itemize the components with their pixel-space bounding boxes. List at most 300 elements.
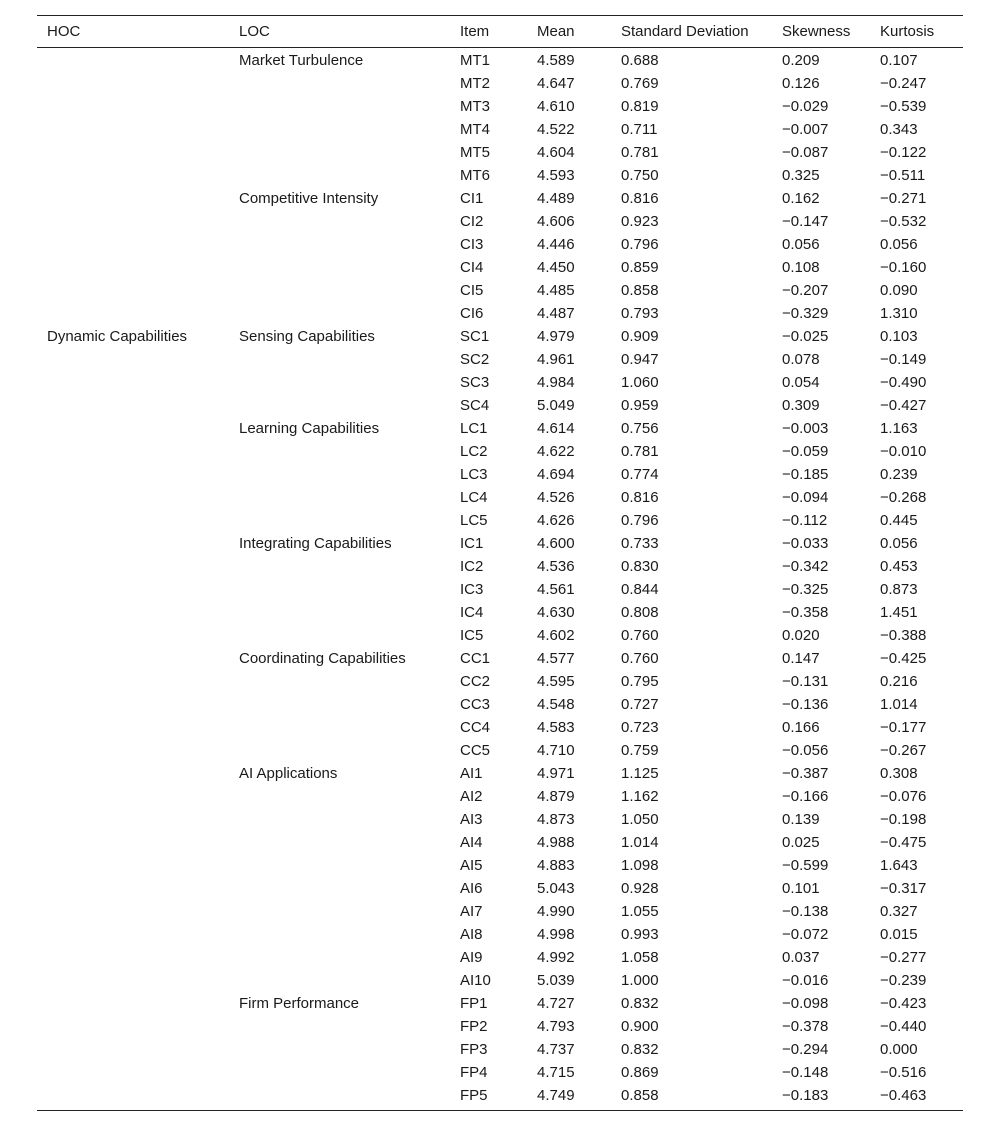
table-row xyxy=(37,785,963,808)
standard-deviation-cell: 0.760 xyxy=(621,627,659,644)
mean-cell: 4.710 xyxy=(537,742,575,759)
loc-cell xyxy=(229,877,450,900)
hoc-cell xyxy=(37,210,229,233)
item-cell: LC1 xyxy=(460,420,488,437)
standard-deviation-cell: 1.098 xyxy=(621,857,659,874)
kurtosis-cell: 0.103 xyxy=(880,328,918,345)
header-item: Item xyxy=(460,23,490,40)
skewness-cell: −0.342 xyxy=(782,558,829,575)
skewness-cell: −0.094 xyxy=(782,489,829,506)
skewness-cell: −0.033 xyxy=(782,535,829,552)
standard-deviation-cell: 0.900 xyxy=(621,1018,659,1035)
standard-deviation-cell: 0.781 xyxy=(621,443,659,460)
item-cell: CC3 xyxy=(460,696,491,713)
kurtosis-cell: 0.453 xyxy=(880,558,918,575)
mean-cell: 4.630 xyxy=(537,604,575,621)
item-cell: FP4 xyxy=(460,1064,488,1081)
kurtosis-cell: −0.076 xyxy=(880,788,927,805)
mean-cell: 4.522 xyxy=(537,121,575,138)
mean-cell: 4.604 xyxy=(537,144,575,161)
skewness-cell: −0.007 xyxy=(782,121,829,138)
mean-cell: 4.561 xyxy=(537,581,575,598)
mean-cell: 4.595 xyxy=(537,673,575,690)
table-row xyxy=(37,417,963,440)
item-cell: AI1 xyxy=(460,765,483,782)
skewness-cell: 0.325 xyxy=(782,167,820,184)
loc-cell xyxy=(229,808,450,831)
loc-cell xyxy=(229,440,450,463)
header-skewness: Skewness xyxy=(782,23,851,40)
mean-cell: 4.998 xyxy=(537,926,575,943)
skewness-cell: 0.166 xyxy=(782,719,820,736)
kurtosis-cell: −0.160 xyxy=(880,259,927,276)
mean-cell: 4.622 xyxy=(537,443,575,460)
standard-deviation-cell: 0.858 xyxy=(611,1084,772,1111)
standard-deviation-cell: 0.795 xyxy=(621,673,659,690)
standard-deviation-cell: 0.756 xyxy=(621,420,659,437)
hoc-cell xyxy=(37,118,229,141)
loc-cell xyxy=(229,578,450,601)
table-body xyxy=(37,48,963,1111)
hoc-cell xyxy=(37,302,229,325)
mean-cell: 5.043 xyxy=(537,880,575,897)
item-cell: AI9 xyxy=(460,949,483,966)
kurtosis-cell: 1.310 xyxy=(880,305,918,322)
standard-deviation-cell: 0.759 xyxy=(621,742,659,759)
table-row xyxy=(37,164,963,187)
item-cell: LC2 xyxy=(460,443,488,460)
table-row xyxy=(37,440,963,463)
standard-deviation-cell: 0.774 xyxy=(621,466,659,483)
loc-cell: AI Applications xyxy=(239,765,338,782)
loc-cell xyxy=(229,601,450,624)
kurtosis-cell: −0.239 xyxy=(880,972,927,989)
item-cell: FP2 xyxy=(460,1018,488,1035)
skewness-cell: −0.072 xyxy=(782,926,829,943)
standard-deviation-cell: 0.760 xyxy=(621,650,659,667)
mean-cell: 4.883 xyxy=(537,857,575,874)
hoc-cell xyxy=(37,762,229,785)
standard-deviation-cell: 0.816 xyxy=(621,489,659,506)
hoc-cell xyxy=(37,394,229,417)
item-cell: MT5 xyxy=(460,144,490,161)
mean-cell: 4.879 xyxy=(537,788,575,805)
table-row xyxy=(37,532,963,555)
header-row xyxy=(37,16,963,48)
item-cell: CI2 xyxy=(460,213,484,230)
table-row xyxy=(37,394,963,417)
kurtosis-cell: −0.177 xyxy=(880,719,927,736)
skewness-cell: 0.078 xyxy=(782,351,820,368)
table-header xyxy=(37,16,963,48)
item-cell: SC3 xyxy=(460,374,490,391)
table-row xyxy=(37,348,963,371)
kurtosis-cell: 0.873 xyxy=(880,581,918,598)
loc-cell xyxy=(229,831,450,854)
item-cell: AI10 xyxy=(460,972,491,989)
hoc-cell xyxy=(37,509,229,532)
loc-cell xyxy=(229,946,450,969)
loc-cell xyxy=(229,716,450,739)
hoc-cell xyxy=(37,141,229,164)
mean-cell: 4.485 xyxy=(537,282,575,299)
hoc-cell xyxy=(37,969,229,992)
table-row xyxy=(37,256,963,279)
hoc-cell xyxy=(37,693,229,716)
loc-cell xyxy=(229,118,450,141)
standard-deviation-cell: 0.808 xyxy=(621,604,659,621)
hoc-cell xyxy=(37,923,229,946)
skewness-cell: 0.108 xyxy=(782,259,820,276)
item-cell: LC3 xyxy=(460,466,488,483)
kurtosis-cell: 0.107 xyxy=(880,52,918,69)
kurtosis-cell: −0.423 xyxy=(880,995,927,1012)
hoc-cell xyxy=(37,992,229,1015)
mean-cell: 4.450 xyxy=(537,259,575,276)
standard-deviation-cell: 0.993 xyxy=(621,926,659,943)
standard-deviation-cell: 1.050 xyxy=(621,811,659,828)
table-row xyxy=(37,992,963,1015)
item-cell: IC4 xyxy=(460,604,484,621)
kurtosis-cell: 0.343 xyxy=(880,121,918,138)
mean-cell: 4.583 xyxy=(537,719,575,736)
standard-deviation-cell: 1.060 xyxy=(621,374,659,391)
skewness-cell: 0.056 xyxy=(782,236,820,253)
mean-cell: 4.446 xyxy=(537,236,575,253)
hoc-cell xyxy=(37,256,229,279)
kurtosis-cell: −0.149 xyxy=(880,351,927,368)
hoc-cell xyxy=(37,440,229,463)
loc-cell xyxy=(229,371,450,394)
kurtosis-cell: −0.010 xyxy=(880,443,927,460)
table-row xyxy=(37,578,963,601)
skewness-cell: −0.136 xyxy=(782,696,829,713)
skewness-cell: −0.294 xyxy=(782,1041,829,1058)
descriptive-statistics-table-container xyxy=(37,15,963,1111)
standard-deviation-cell: 0.793 xyxy=(621,305,659,322)
item-cell: AI3 xyxy=(460,811,483,828)
table-row xyxy=(37,601,963,624)
kurtosis-cell: −0.198 xyxy=(880,811,927,828)
table-row xyxy=(37,1038,963,1061)
mean-cell: 4.793 xyxy=(537,1018,575,1035)
table-row xyxy=(37,877,963,900)
table-row xyxy=(37,670,963,693)
standard-deviation-cell: 1.162 xyxy=(621,788,659,805)
hoc-cell xyxy=(37,348,229,371)
hoc-cell xyxy=(37,72,229,95)
skewness-cell: −0.378 xyxy=(782,1018,829,1035)
table-row xyxy=(37,831,963,854)
kurtosis-cell: 0.216 xyxy=(880,673,918,690)
hoc-cell xyxy=(37,946,229,969)
loc-cell xyxy=(229,1038,450,1061)
hoc-cell xyxy=(37,48,229,73)
table-row xyxy=(37,48,963,73)
mean-cell: 4.961 xyxy=(537,351,575,368)
hoc-cell xyxy=(37,647,229,670)
hoc-cell xyxy=(37,1084,229,1111)
item-cell: CI1 xyxy=(460,190,484,207)
skewness-cell: −0.025 xyxy=(782,328,829,345)
hoc-cell xyxy=(37,233,229,256)
table-row xyxy=(37,72,963,95)
standard-deviation-cell: 1.014 xyxy=(621,834,659,851)
item-cell: FP5 xyxy=(450,1084,527,1111)
table-row xyxy=(37,509,963,532)
standard-deviation-cell: 1.055 xyxy=(621,903,659,920)
loc-cell xyxy=(229,486,450,509)
mean-cell: 4.487 xyxy=(537,305,575,322)
item-cell: AI8 xyxy=(460,926,483,943)
standard-deviation-cell: 1.000 xyxy=(621,972,659,989)
item-cell: LC5 xyxy=(460,512,488,529)
loc-cell xyxy=(229,969,450,992)
mean-cell: 4.979 xyxy=(537,328,575,345)
hoc-cell xyxy=(37,187,229,210)
kurtosis-cell: 0.090 xyxy=(880,282,918,299)
mean-cell: 4.990 xyxy=(537,903,575,920)
table-row xyxy=(37,118,963,141)
table-row xyxy=(37,1061,963,1084)
loc-cell: Sensing Capabilities xyxy=(239,328,375,345)
skewness-cell: −0.183 xyxy=(772,1084,870,1111)
skewness-cell: 0.025 xyxy=(782,834,820,851)
standard-deviation-cell: 0.816 xyxy=(621,190,659,207)
loc-cell: Competitive Intensity xyxy=(239,190,379,207)
standard-deviation-cell: 0.923 xyxy=(621,213,659,230)
skewness-cell: 0.037 xyxy=(782,949,820,966)
loc-cell: Learning Capabilities xyxy=(239,420,380,437)
standard-deviation-cell: 0.781 xyxy=(621,144,659,161)
loc-cell: Market Turbulence xyxy=(239,52,364,69)
table-row xyxy=(37,923,963,946)
mean-cell: 4.602 xyxy=(537,627,575,644)
table-row xyxy=(37,279,963,302)
mean-cell: 4.548 xyxy=(537,696,575,713)
loc-cell xyxy=(229,256,450,279)
skewness-cell: 0.162 xyxy=(782,190,820,207)
mean-cell: 4.727 xyxy=(537,995,575,1012)
mean-cell: 4.873 xyxy=(537,811,575,828)
mean-cell: 4.589 xyxy=(537,52,575,69)
kurtosis-cell: −0.440 xyxy=(880,1018,927,1035)
hoc-cell xyxy=(37,716,229,739)
item-cell: CC4 xyxy=(460,719,491,736)
mean-cell: 4.988 xyxy=(537,834,575,851)
item-cell: AI4 xyxy=(460,834,483,851)
mean-cell: 4.610 xyxy=(537,98,575,115)
kurtosis-cell: 0.445 xyxy=(880,512,918,529)
table-row xyxy=(37,716,963,739)
standard-deviation-cell: 0.750 xyxy=(621,167,659,184)
kurtosis-cell: 1.451 xyxy=(880,604,918,621)
kurtosis-cell: −0.268 xyxy=(880,489,927,506)
skewness-cell: −0.185 xyxy=(782,466,829,483)
loc-cell xyxy=(229,555,450,578)
skewness-cell: −0.059 xyxy=(782,443,829,460)
loc-cell xyxy=(229,463,450,486)
standard-deviation-cell: 0.928 xyxy=(621,880,659,897)
hoc-cell xyxy=(37,601,229,624)
hoc-cell xyxy=(37,831,229,854)
hoc-cell xyxy=(37,877,229,900)
standard-deviation-cell: 0.869 xyxy=(621,1064,659,1081)
loc-cell xyxy=(229,302,450,325)
standard-deviation-cell: 0.859 xyxy=(621,259,659,276)
mean-cell: 4.971 xyxy=(537,765,575,782)
table-row xyxy=(37,946,963,969)
loc-cell xyxy=(229,233,450,256)
kurtosis-cell: −0.516 xyxy=(880,1064,927,1081)
mean-cell: 4.647 xyxy=(537,75,575,92)
kurtosis-cell: 1.014 xyxy=(880,696,918,713)
mean-cell: 4.984 xyxy=(537,374,575,391)
hoc-cell xyxy=(37,463,229,486)
hoc-cell: Dynamic Capabilities xyxy=(47,328,188,345)
item-cell: CC2 xyxy=(460,673,491,690)
item-cell: IC3 xyxy=(460,581,484,598)
mean-cell: 5.039 xyxy=(537,972,575,989)
hoc-cell xyxy=(37,1061,229,1084)
header-mean: Mean xyxy=(537,23,575,40)
mean-cell: 4.694 xyxy=(537,466,575,483)
loc-cell xyxy=(229,141,450,164)
table-row xyxy=(37,233,963,256)
skewness-cell: −0.147 xyxy=(782,213,829,230)
skewness-cell: −0.166 xyxy=(782,788,829,805)
mean-cell: 4.536 xyxy=(537,558,575,575)
table-row xyxy=(37,95,963,118)
item-cell: SC4 xyxy=(460,397,490,414)
skewness-cell: 0.020 xyxy=(782,627,820,644)
item-cell: CI4 xyxy=(460,259,484,276)
table-row xyxy=(37,371,963,394)
loc-cell xyxy=(229,900,450,923)
hoc-cell xyxy=(37,1015,229,1038)
kurtosis-cell: 0.239 xyxy=(880,466,918,483)
hoc-cell xyxy=(37,854,229,877)
loc-cell xyxy=(229,95,450,118)
kurtosis-cell: −0.463 xyxy=(870,1084,963,1111)
skewness-cell: 0.101 xyxy=(782,880,820,897)
standard-deviation-cell: 0.858 xyxy=(621,282,659,299)
standard-deviation-cell: 0.796 xyxy=(621,512,659,529)
kurtosis-cell: −0.425 xyxy=(880,650,927,667)
table-row xyxy=(37,647,963,670)
skewness-cell: 0.126 xyxy=(782,75,820,92)
item-cell: AI2 xyxy=(460,788,483,805)
loc-cell xyxy=(229,1061,450,1084)
hoc-cell xyxy=(37,417,229,440)
item-cell: IC5 xyxy=(460,627,484,644)
mean-cell: 4.606 xyxy=(537,213,575,230)
skewness-cell: −0.325 xyxy=(782,581,829,598)
item-cell: CC5 xyxy=(460,742,491,759)
item-cell: AI7 xyxy=(460,903,483,920)
standard-deviation-cell: 0.733 xyxy=(621,535,659,552)
item-cell: FP3 xyxy=(460,1041,488,1058)
table-row xyxy=(37,555,963,578)
standard-deviation-cell: 0.796 xyxy=(621,236,659,253)
descriptive-statistics-table xyxy=(37,15,963,1111)
skewness-cell: −0.029 xyxy=(782,98,829,115)
kurtosis-cell: 0.327 xyxy=(880,903,918,920)
header-kurtosis: Kurtosis xyxy=(880,23,935,40)
skewness-cell: −0.098 xyxy=(782,995,829,1012)
standard-deviation-cell: 0.959 xyxy=(621,397,659,414)
loc-cell xyxy=(229,509,450,532)
header-hoc: HOC xyxy=(47,23,81,40)
loc-cell xyxy=(229,394,450,417)
table-row xyxy=(37,325,963,348)
hoc-cell xyxy=(37,371,229,394)
loc-cell xyxy=(229,1084,450,1111)
standard-deviation-cell: 0.832 xyxy=(621,995,659,1012)
item-cell: SC1 xyxy=(460,328,490,345)
hoc-cell xyxy=(37,95,229,118)
kurtosis-cell: −0.427 xyxy=(880,397,927,414)
kurtosis-cell: −0.532 xyxy=(880,213,927,230)
table-row xyxy=(37,762,963,785)
skewness-cell: −0.387 xyxy=(782,765,829,782)
kurtosis-cell: −0.511 xyxy=(880,167,926,184)
skewness-cell: −0.056 xyxy=(782,742,829,759)
item-cell: IC1 xyxy=(460,535,484,552)
skewness-cell: −0.003 xyxy=(782,420,829,437)
loc-cell xyxy=(229,854,450,877)
mean-cell: 5.049 xyxy=(537,397,575,414)
standard-deviation-cell: 0.688 xyxy=(621,52,659,69)
standard-deviation-cell: 0.819 xyxy=(621,98,659,115)
kurtosis-cell: −0.271 xyxy=(880,190,927,207)
skewness-cell: 0.139 xyxy=(782,811,820,828)
table-row xyxy=(37,739,963,762)
header-loc: LOC xyxy=(239,23,270,40)
kurtosis-cell: 0.015 xyxy=(880,926,918,943)
hoc-cell xyxy=(37,624,229,647)
standard-deviation-cell: 0.711 xyxy=(621,121,658,138)
item-cell: MT4 xyxy=(460,121,490,138)
hoc-cell xyxy=(37,279,229,302)
hoc-cell xyxy=(37,1038,229,1061)
skewness-cell: 0.054 xyxy=(782,374,820,391)
standard-deviation-cell: 0.723 xyxy=(621,719,659,736)
mean-cell: 4.737 xyxy=(537,1041,575,1058)
table-row xyxy=(37,141,963,164)
standard-deviation-cell: 0.830 xyxy=(621,558,659,575)
standard-deviation-cell: 0.832 xyxy=(621,1041,659,1058)
table-row xyxy=(37,302,963,325)
standard-deviation-cell: 1.058 xyxy=(621,949,659,966)
loc-cell xyxy=(229,1015,450,1038)
loc-cell xyxy=(229,348,450,371)
hoc-cell xyxy=(37,532,229,555)
table-row xyxy=(37,854,963,877)
mean-cell: 4.749 xyxy=(527,1084,611,1111)
hoc-cell xyxy=(37,555,229,578)
skewness-cell: 0.147 xyxy=(782,650,820,667)
kurtosis-cell: 0.056 xyxy=(880,236,918,253)
mean-cell: 4.614 xyxy=(537,420,575,437)
loc-cell xyxy=(229,739,450,762)
mean-cell: 4.992 xyxy=(537,949,575,966)
standard-deviation-cell: 0.769 xyxy=(621,75,659,92)
loc-cell xyxy=(229,785,450,808)
table-row xyxy=(37,808,963,831)
kurtosis-cell: 0.000 xyxy=(880,1041,918,1058)
mean-cell: 4.489 xyxy=(537,190,575,207)
